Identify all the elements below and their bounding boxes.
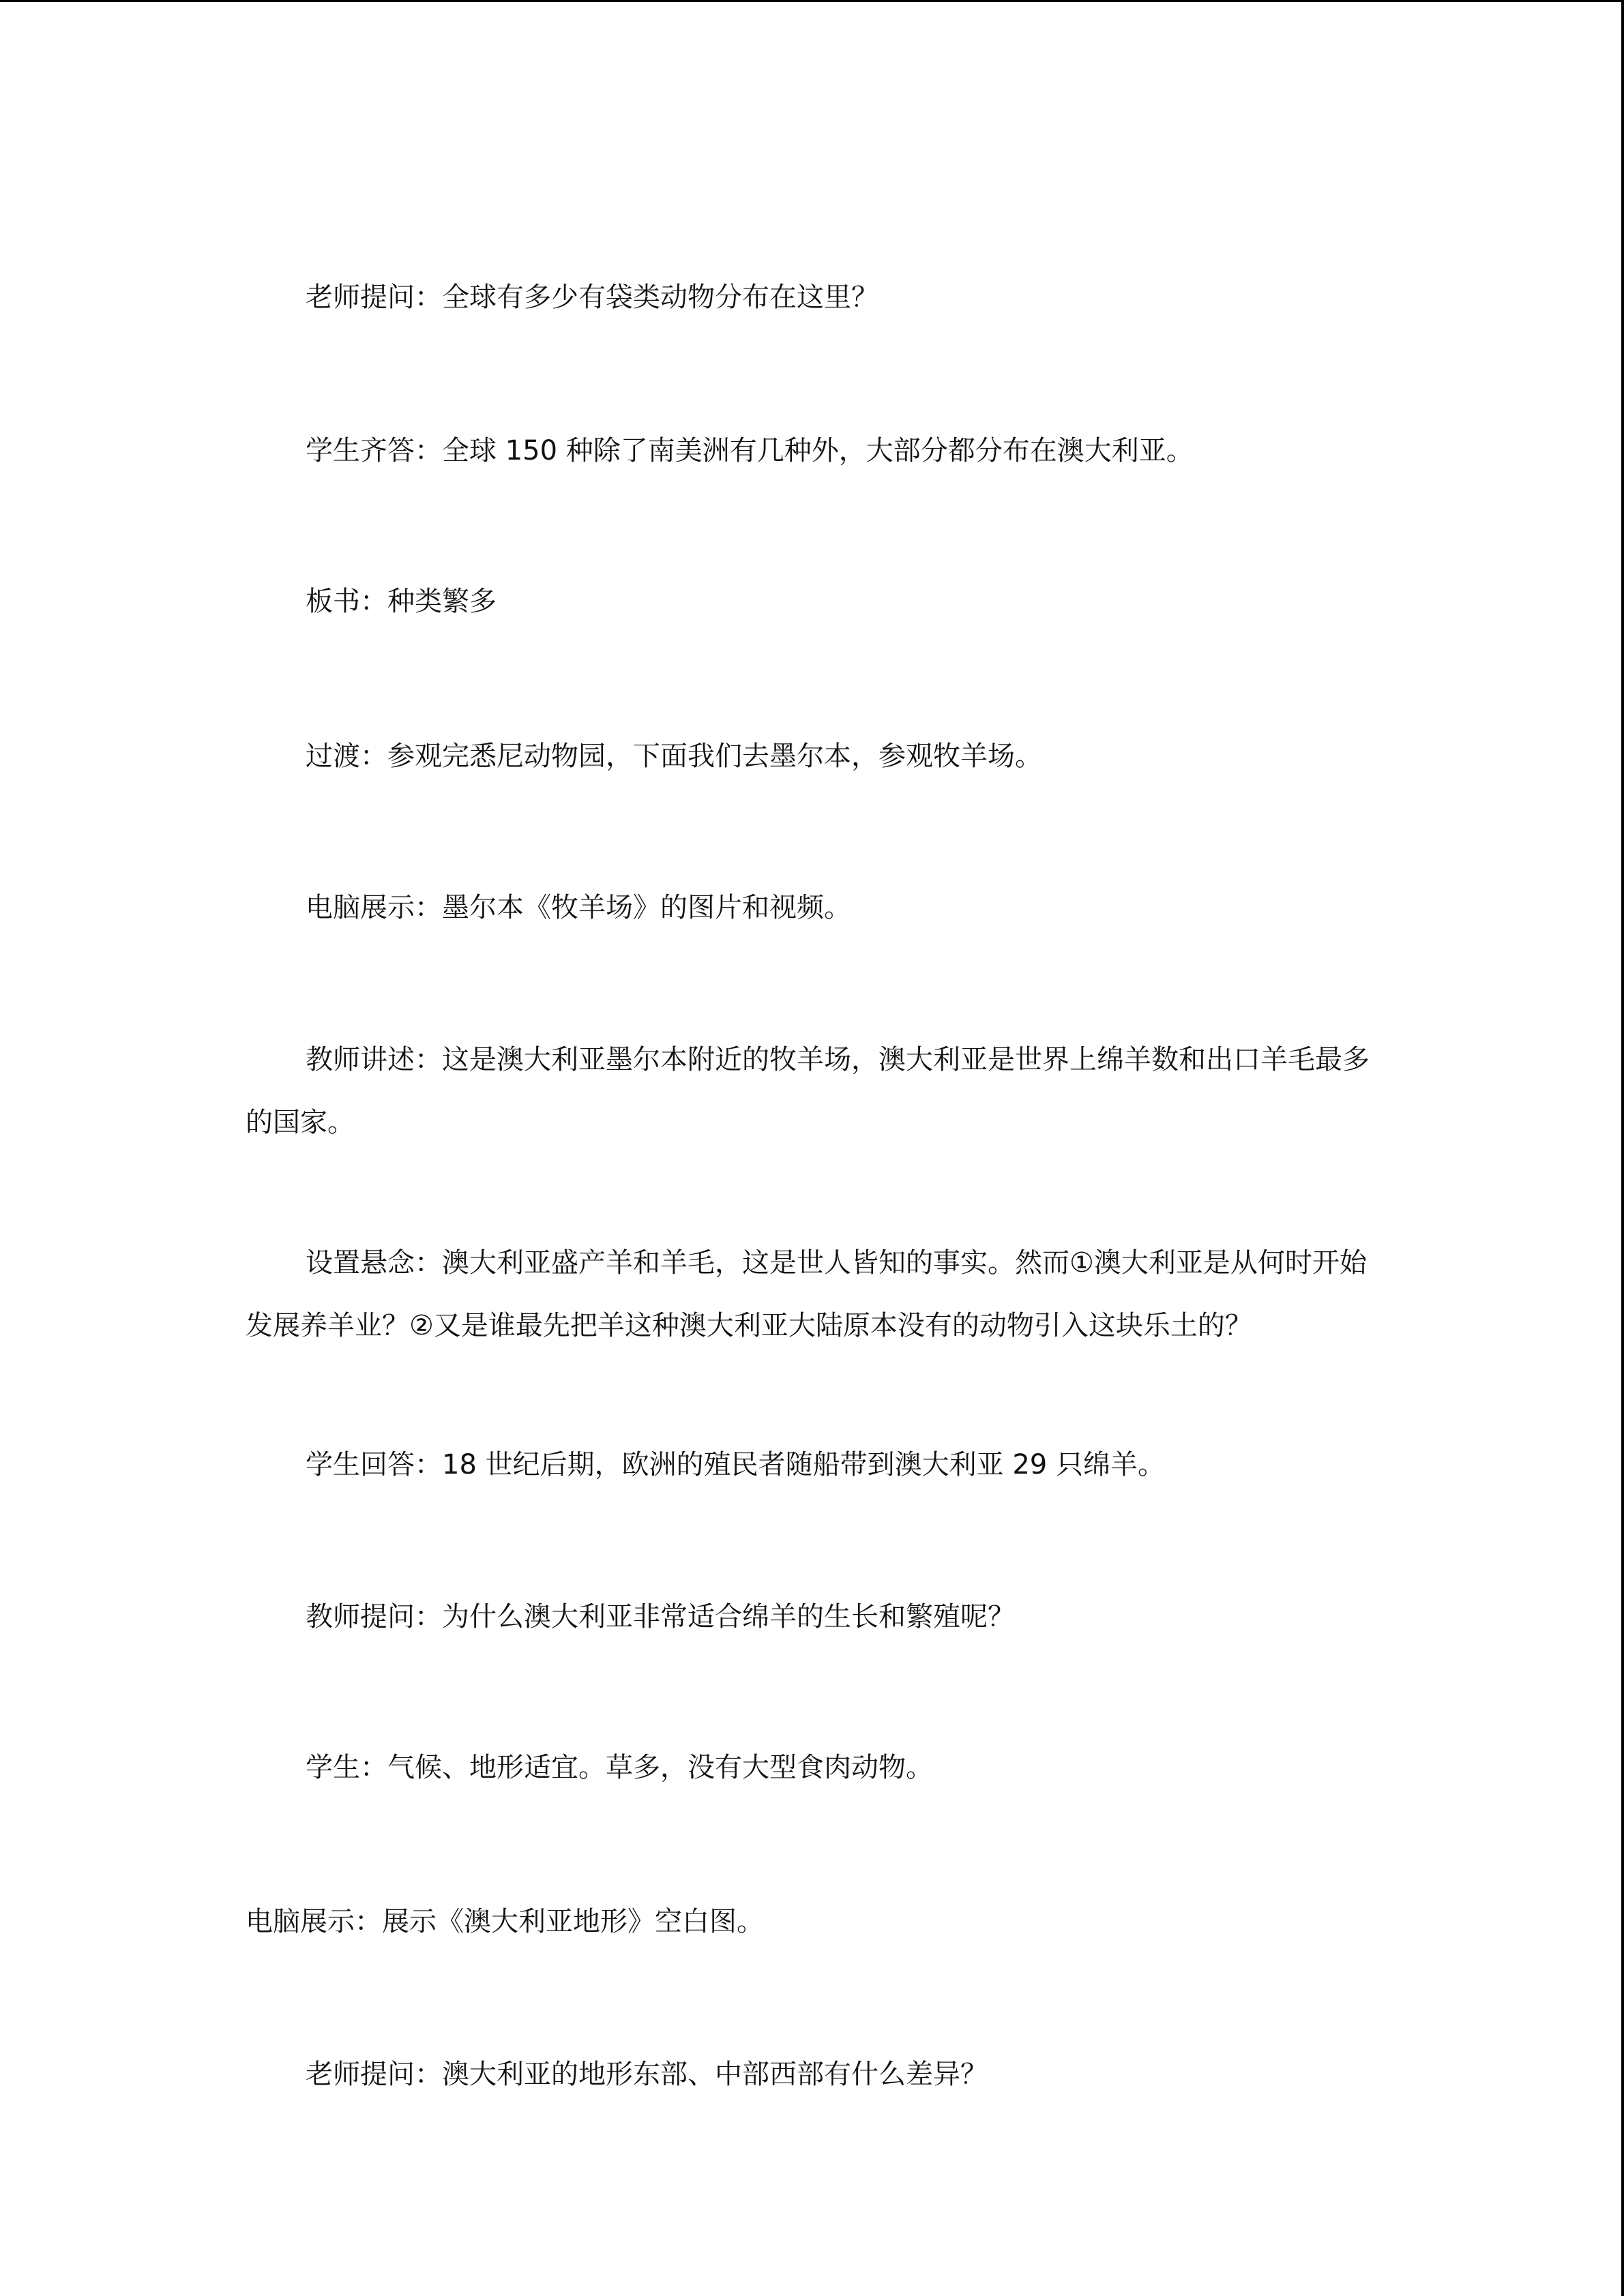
paragraph-teacher-narration: 教师讲述：这是澳大利亚墨尔本附近的牧羊场，澳大利亚是世界上绵羊数和出口羊毛最多的国家。 xyxy=(246,1044,1370,1138)
paragraph-teacher-question-marsupials: 老师提问：全球有多少有袋类动物分布在这里？ xyxy=(306,282,879,313)
paragraph-board-notes: 板书：种类繁多 xyxy=(306,586,497,617)
paragraph-student-reason: 学生：气候、地形适宜。草多，没有大型食肉动物。 xyxy=(306,1752,933,1783)
paragraph-set-suspense: 设置悬念：澳大利亚盛产羊和羊毛，这是世人皆知的事实。然而①澳大利亚是从何时开始发展养羊业？②又是谁最先把羊这种澳大利亚大陆原本没有的动物引入这块乐土的？ xyxy=(246,1247,1367,1341)
paragraph-student-answer-sheep: 学生回答：18 世纪后期，欧洲的殖民者随船带到澳大利亚 29 只绵羊。 xyxy=(306,1449,1165,1480)
paragraph-computer-display-ranch: 电脑展示：墨尔本《牧羊场》的图片和视频。 xyxy=(306,892,851,923)
paragraph-computer-display-terrain: 电脑展示：展示《澳大利亚地形》空白图。 xyxy=(246,1906,764,1937)
paragraph-transition: 过渡：参观完悉尼动物园，下面我们去墨尔本，参观牧羊场。 xyxy=(306,741,1042,772)
paragraph-teacher-question-sheep: 教师提问：为什么澳大利亚非常适合绵羊的生长和繁殖呢？ xyxy=(306,1601,1015,1632)
paragraph-teacher-question-terrain: 老师提问：澳大利亚的地形东部、中部西部有什么差异？ xyxy=(306,2059,988,2090)
paragraph-student-answer-marsupials: 学生齐答：全球 150 种除了南美洲有几种外，大部分都分布在澳大利亚。 xyxy=(306,435,1194,466)
